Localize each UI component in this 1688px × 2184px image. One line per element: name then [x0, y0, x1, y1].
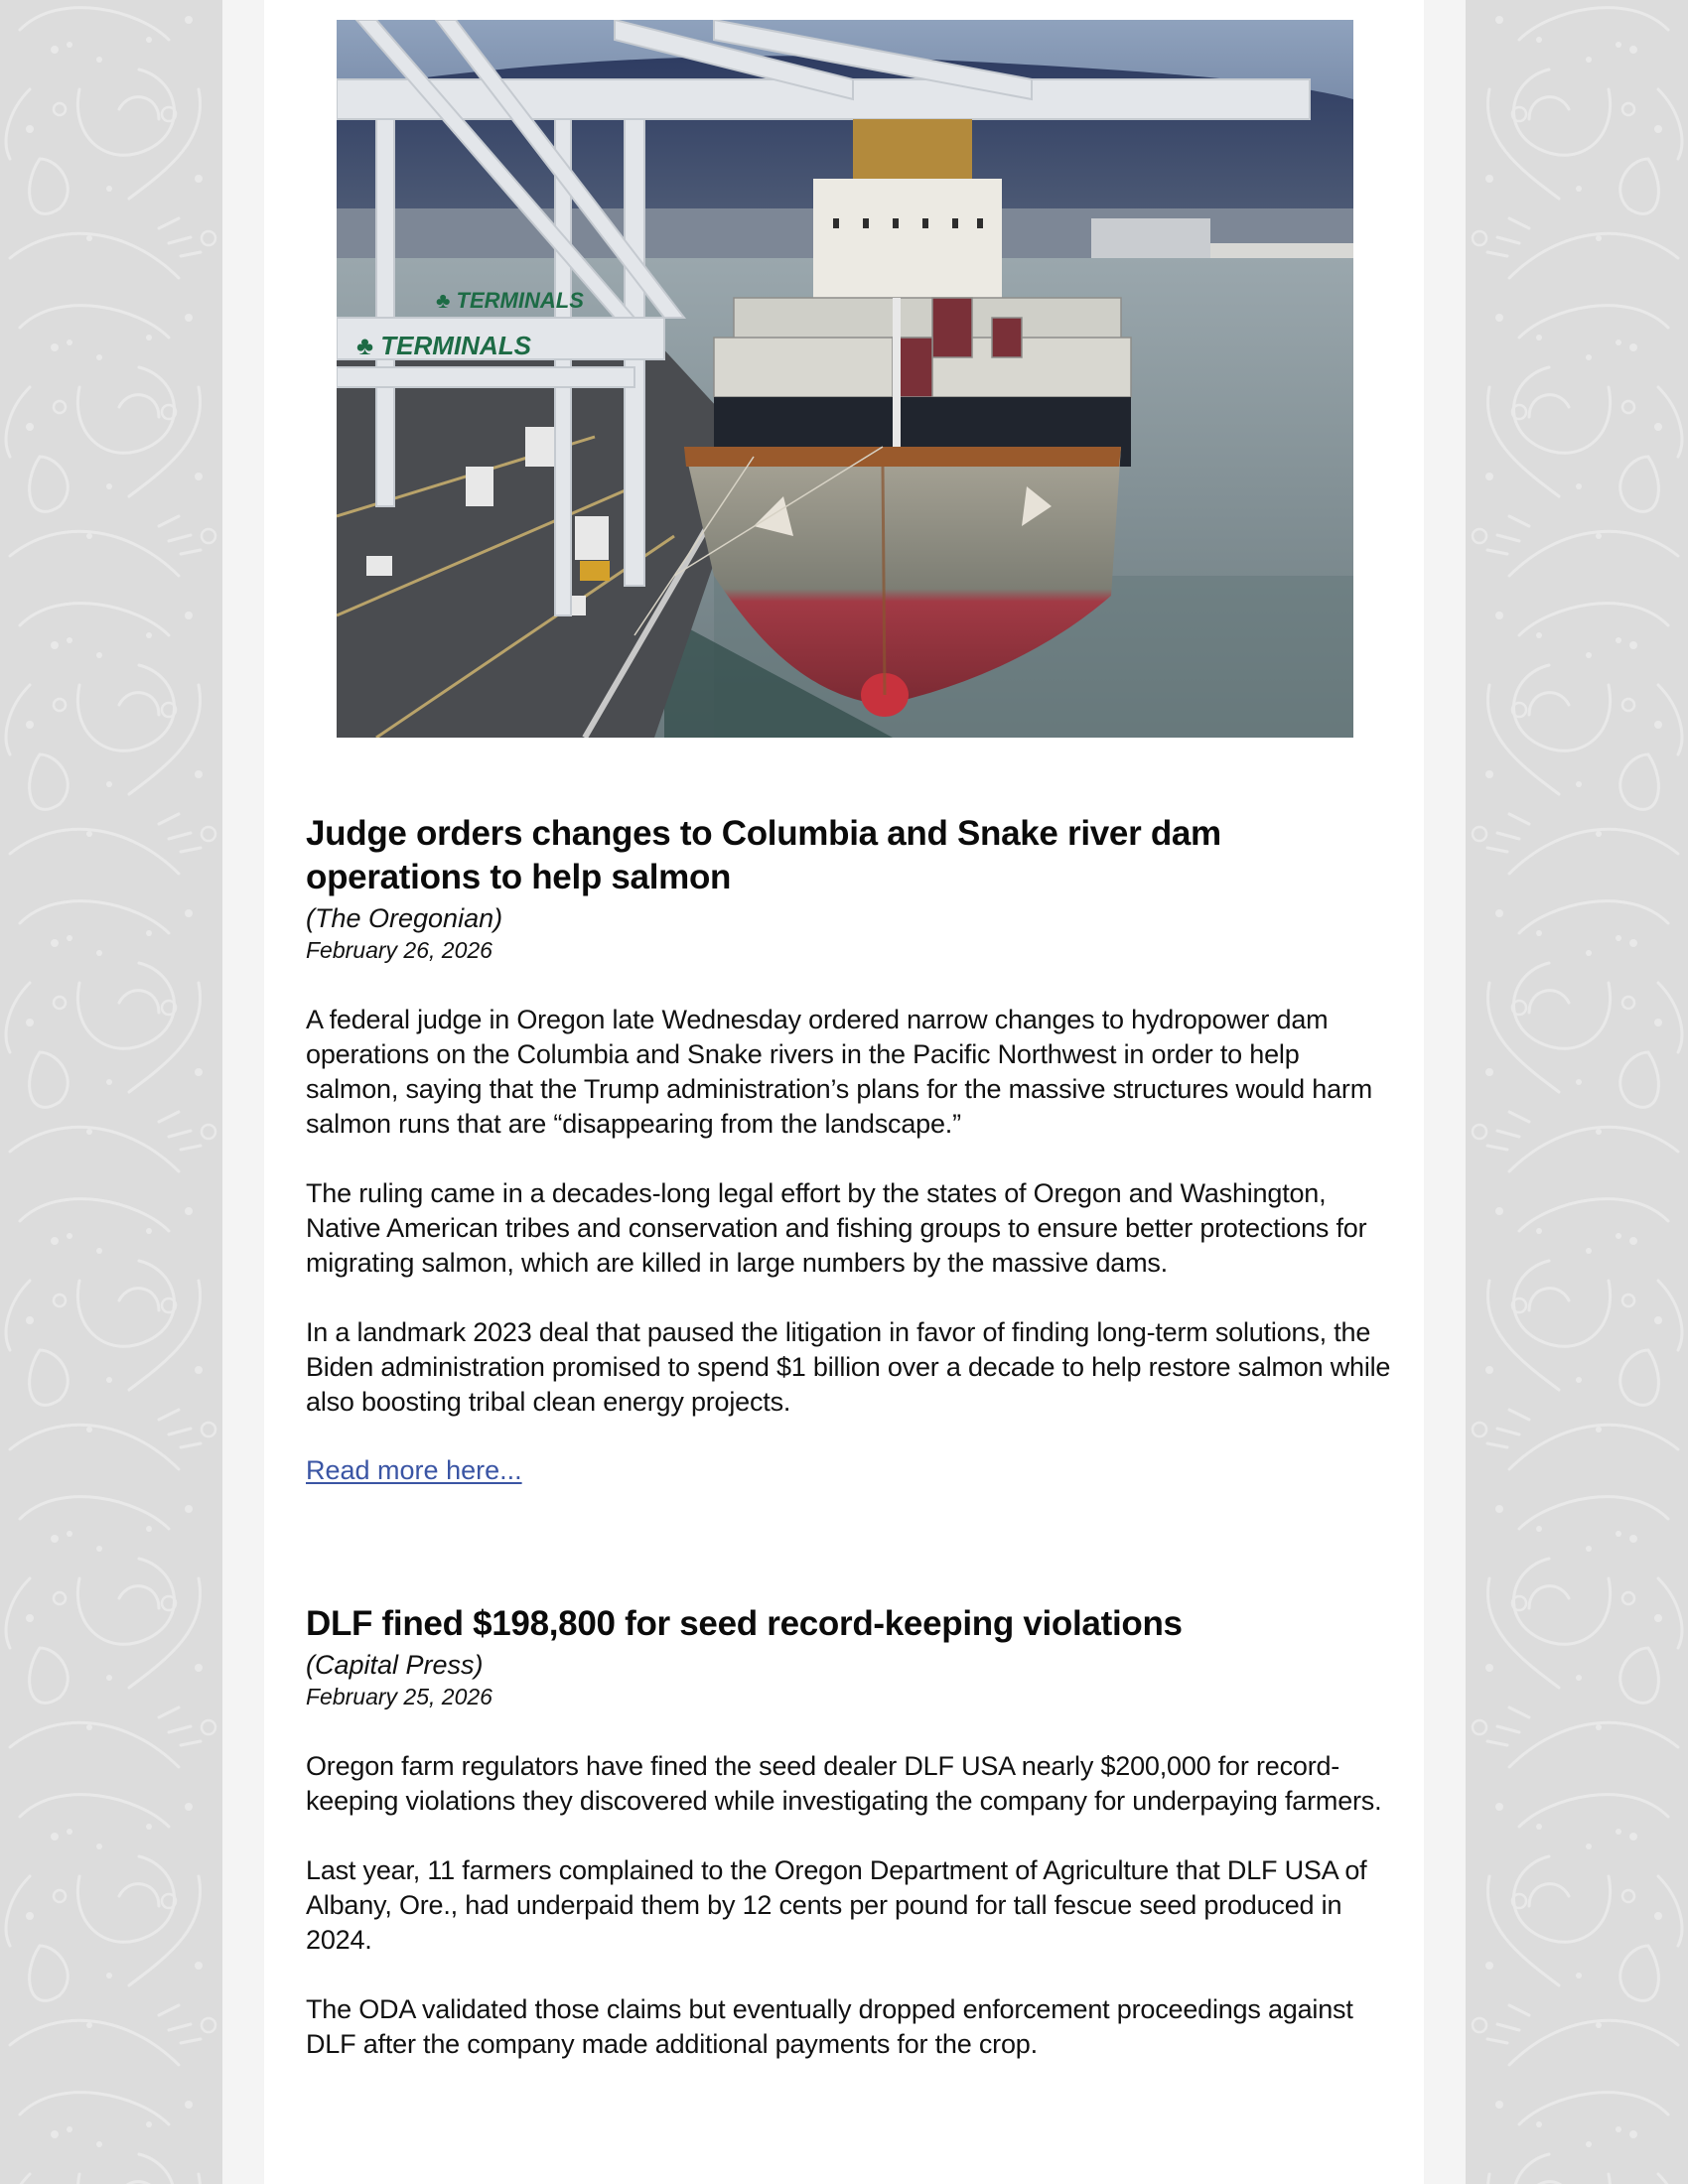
article-headline: DLF fined $198,800 for seed record-keeping violations — [306, 1604, 1183, 1643]
crane-sign-label-upper: ♣ TERMINALS — [436, 288, 584, 313]
article-headline: Judge orders changes to Columbia and Snake river dam operations to help salmon — [306, 814, 1221, 896]
floral-pattern-icon — [1464, 0, 1688, 2184]
article-source: (Capital Press) — [306, 1650, 484, 1680]
hero-image — [337, 20, 1353, 738]
crane-sign-label: ♣ TERMINALS — [356, 331, 531, 360]
article-date: February 25, 2026 — [306, 1684, 492, 1709]
article-paragraph: The ruling came in a decades-long legal effort by the states of Oregon and Washington, Native American tribes and conservation and fishing groups to ensure better protections for migrating salmon, which are killed in large numbers by the massive dams. — [306, 1178, 1367, 1278]
news-article — [306, 812, 1398, 1488]
article-paragraph: Oregon farm regulators have fined the seed dealer DLF USA nearly $200,000 for record-keeping violations they discovered while investigating the company for underpaying farmers. — [306, 1751, 1382, 1816]
background-pattern-right — [1464, 0, 1688, 2184]
port-ship-photo-icon — [337, 20, 1353, 738]
news-article — [306, 1602, 1398, 2062]
article-source: (The Oregonian) — [306, 903, 503, 933]
article-paragraph: The ODA validated those claims but eventually dropped enforcement proceedings against DLF after the company made additional payments for the crop. — [306, 1994, 1353, 2059]
floral-pattern-icon — [0, 0, 224, 2184]
read-more-link[interactable]: Read more here... — [306, 1455, 522, 1485]
article-paragraph: A federal judge in Oregon late Wednesday ordered narrow changes to hydropower dam operations on the Columbia and Snake rivers in the Pacific Northwest in order to help salmon, saying that the Trump administration’s plans for the massive structures would harm salmon runs that are “disappearing from the landscape.” — [306, 1005, 1372, 1139]
article-paragraph: Last year, 11 farmers complained to the Oregon Department of Agriculture that DLF USA of Albany, Ore., had underpaid them by 12 cents per pound for tall fescue seed produced in 2024. — [306, 1855, 1367, 1955]
article-paragraph: In a landmark 2023 deal that paused the litigation in favor of finding long-term solutions, the Biden administration promised to spend $1 billion over a decade to help restore salmon while also boosting tribal clean energy projects. — [306, 1317, 1391, 1417]
article-date: February 26, 2026 — [306, 937, 492, 963]
newsletter-content — [264, 0, 1424, 2184]
background-pattern-left — [0, 0, 224, 2184]
